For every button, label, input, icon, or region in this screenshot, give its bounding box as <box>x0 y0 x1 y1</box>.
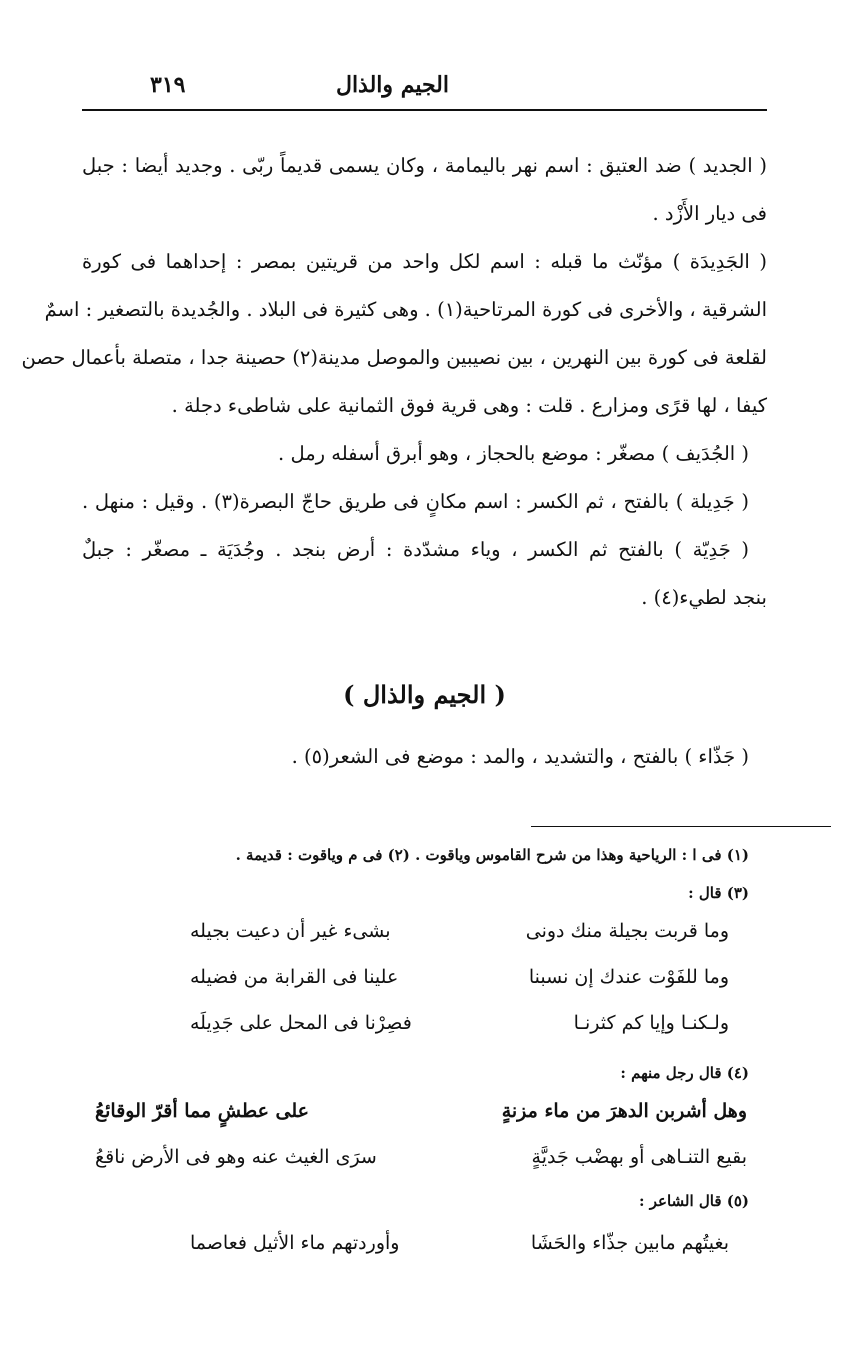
verse-line <box>140 1012 749 1052</box>
footnote-5-label: (٥) قال الشاعر : <box>638 1192 749 1210</box>
text-line: ( الجَدِيدَة ) مؤنّث ما قبله : اسم لكل واحد من قريتين بمصر : إحداهما فى كورة <box>82 250 767 273</box>
verse-hemistich-left: فصِرْنا فى المحل على جَدِيلَه <box>190 1012 412 1034</box>
verse-line <box>95 1146 767 1186</box>
text-line: فى ديار الأَزْد . <box>652 202 767 225</box>
verse-hemistich-left: وأوردتهم ماء الأثيل فعاصما <box>190 1232 400 1254</box>
text-line: بنجد لطيء(٤) . <box>641 586 767 609</box>
text-line: كيفا ، لها قرًى ومزارع . قلت : وهى قرية فوق الثمانية على شاطىء دجلة . <box>171 394 767 417</box>
page-number: ٣١٩ <box>150 72 186 98</box>
running-title: الجيم والذال <box>335 72 449 98</box>
text-line: ( جَذّاء ) بالفتح ، والتشديد ، والمد : موضع فى الشعر(٥) . <box>291 745 749 768</box>
header-rule <box>82 109 767 111</box>
verse-hemistich-right: وهل أشربن الدهرَ من ماء مزنةٍ <box>501 1100 747 1122</box>
text-line: ( جَدِيّة ) بالفتح ثم الكسر ، وياء مشدّدة : أرض بنجد . وجُدَيَة ـ مصغّر : جبلٌ <box>82 538 749 561</box>
page-header <box>80 68 759 112</box>
footnote-4-label: (٤) قال رجل منهم : <box>620 1064 749 1082</box>
verse-hemistich-left: سرَى الغيث عنه وهو فى الأرض ناقعُ <box>95 1146 377 1168</box>
verse-hemistich-right: وما للفَوْت عندك إن نسبنا <box>528 966 729 988</box>
text-line: ( الجديد ) ضد العتيق : اسم نهر باليمامة ، وكان يسمى قديماً ربّى . وجديد أيضا : جبل <box>82 154 767 177</box>
verse-hemistich-right: وما قربت بجيلة منك دونى <box>525 920 729 942</box>
footnote-3-label: (٣) قال : <box>688 884 749 902</box>
footnote-rule <box>531 826 831 827</box>
verse-hemistich-right: بقيع التنـاهى أو بهضْب جَديَّةٍ <box>531 1146 747 1168</box>
text-line: لقلعة فى كورة بين النهرين ، بين نصيبين والموصل مدينة(٢) حصينة جدا ، متصلة بأعمال حصن <box>21 346 767 369</box>
verse-hemistich-right: بغيتُهم مابين جذّاء والحَشَا <box>530 1232 729 1254</box>
verse-line <box>95 1100 767 1140</box>
main-text <box>21 142 767 622</box>
section-entry-block <box>82 733 767 781</box>
verse-line <box>140 1232 749 1272</box>
verse-hemistich-left: بشىء غير أن دعيت بجيله <box>190 920 391 942</box>
verse-hemistich-right: ولـكنـا وإيا كم كثرنـا <box>573 1012 729 1034</box>
verse-hemistich-left: علينا فى القرابة من فضيله <box>190 966 399 988</box>
verse-hemistich-left: على عطشٍ مما أقرّ الوقائعُ <box>95 1100 310 1122</box>
text-line: الشرقية ، والأخرى فى كورة المرتاحية(١) . وهى كثيرة فى البلاد . والجُديدة بالتصغير : اسمٌ <box>44 298 767 321</box>
footnote-1-2: (١) فى ا : الرياحية وهذا من شرح القاموس وياقوت . (٢) فى م وياقوت : قديمة . <box>235 846 749 864</box>
verse-line <box>140 920 749 960</box>
text-line: ( جَدِيلة ) بالفتح ، ثم الكسر : اسم مكانٍ فى طريق حاجّ البصرة(٣) . وقيل : منهل . <box>82 490 749 513</box>
text-line: ( الجُدَيف ) مصغّر : موضع بالحجاز ، وهو أبرق أسفله رمل . <box>278 442 749 465</box>
section-heading: ( الجيم والذال ) <box>343 680 506 709</box>
verse-line <box>140 966 749 1006</box>
